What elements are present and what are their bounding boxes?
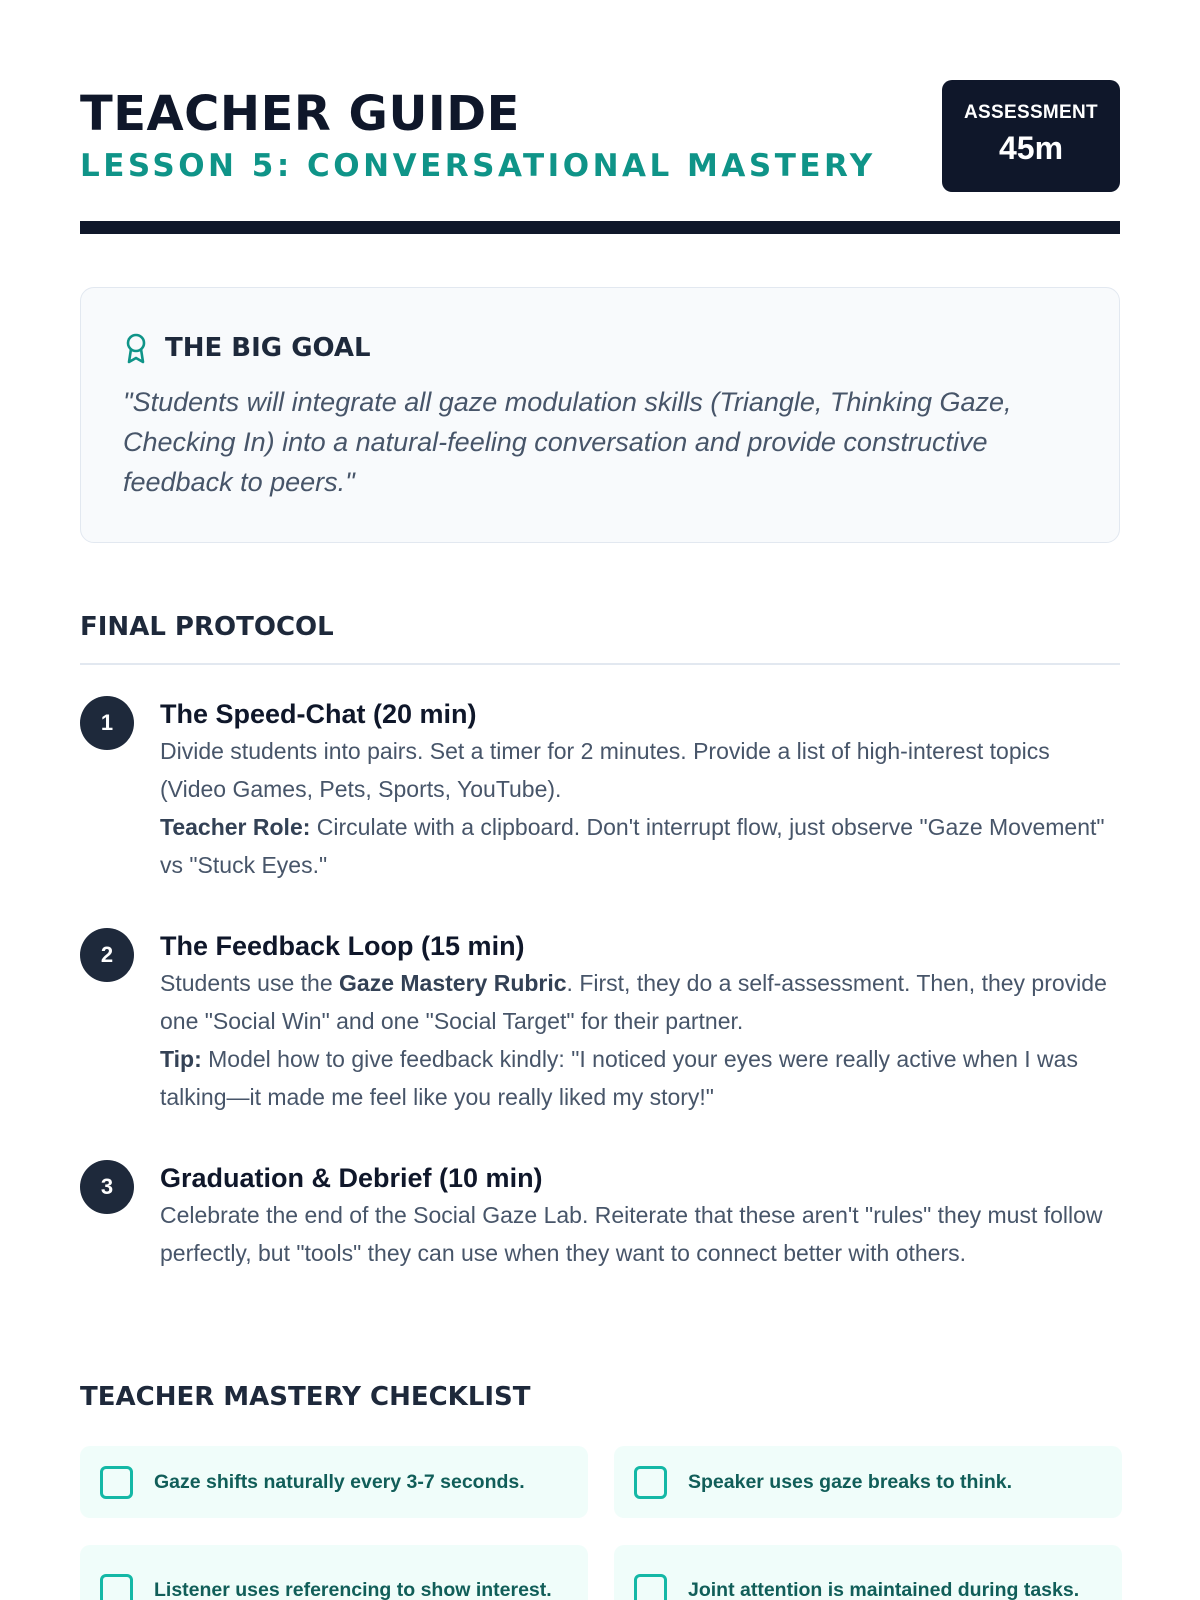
page-header	[80, 80, 1120, 234]
step-note	[160, 808, 1120, 884]
step-note-label: Tip:	[160, 1046, 202, 1072]
checklist-item[interactable]	[80, 1446, 588, 1518]
step-note	[160, 1040, 1120, 1116]
section-divider	[80, 663, 1120, 665]
step-number-badge: 1	[80, 696, 134, 750]
final-protocol-heading: FINAL PROTOCOL	[80, 612, 334, 642]
step-note-text: Circulate with a clipboard. Don't interrupt flow, just observe "Gaze Movement" vs "Stuck Eyes."	[160, 814, 1105, 878]
header-divider	[80, 221, 1120, 234]
step-number-badge: 3	[80, 1160, 134, 1214]
big-goal-heading	[123, 332, 371, 364]
step-content	[160, 696, 1120, 884]
checkbox[interactable]	[634, 1466, 667, 1499]
page-title: TEACHER GUIDE	[80, 86, 520, 142]
step-content	[160, 928, 1120, 1116]
checklist-item[interactable]	[80, 1545, 588, 1600]
step-title: The Speed-Chat (20 min)	[160, 699, 477, 729]
assessment-badge	[942, 80, 1120, 192]
step-title: Graduation & Debrief (10 min)	[160, 1163, 543, 1193]
badge-duration: 45m	[998, 130, 1064, 166]
big-goal-quote: "Students will integrate all gaze modulation skills (Triangle, Thinking Gaze, Checking In) into a natural-feeling conversation and provide constructive feedback to peers."	[123, 387, 1012, 497]
step-description	[160, 964, 1120, 1040]
checklist-item-label: Gaze shifts naturally every 3-7 seconds.	[154, 1471, 525, 1493]
award-ribbon-icon	[123, 332, 149, 364]
lesson-subtitle: LESSON 5: CONVERSATIONAL MASTERY	[80, 148, 876, 184]
step-note-label: Teacher Role:	[160, 814, 311, 840]
step-note-text: Model how to give feedback kindly: "I noticed your eyes were really active when I was talking—it made me feel like you really liked my story!"	[160, 1046, 1078, 1110]
step-text-after: . First, they do a self-assessment. Then, they provide one "Social Win" and one "Social Target" for their partner.	[160, 970, 1107, 1034]
checklist-item[interactable]	[614, 1545, 1122, 1600]
step-title: The Feedback Loop (15 min)	[160, 931, 525, 961]
step-description: Divide students into pairs. Set a timer for 2 minutes. Provide a list of high-interest topics (Video Games, Pets, Sports, YouTube).	[160, 738, 1050, 802]
step-description: Celebrate the end of the Social Gaze Lab. Reiterate that these aren't "rules" they must follow perfectly, but "tools" they can use when they want to connect better with others.	[160, 1202, 1103, 1266]
checklist-heading: TEACHER MASTERY CHECKLIST	[80, 1382, 531, 1412]
step-text-before: Students use the	[160, 970, 340, 996]
big-goal-card	[80, 287, 1120, 543]
checkbox[interactable]	[100, 1466, 133, 1499]
big-goal-title: THE BIG GOAL	[165, 333, 371, 363]
checklist-item-label: Speaker uses gaze breaks to think.	[688, 1471, 1013, 1493]
step-content	[160, 1160, 1120, 1272]
rubric-name: Gaze Mastery Rubric	[339, 970, 567, 996]
badge-label: ASSESSMENT	[964, 102, 1098, 123]
checklist-item-label: Listener uses referencing to show interest.	[154, 1579, 552, 1600]
checkbox[interactable]	[634, 1574, 667, 1600]
checklist-item-label: Joint attention is maintained during tasks.	[688, 1579, 1080, 1600]
checkbox[interactable]	[100, 1574, 133, 1600]
step-number-badge: 2	[80, 928, 134, 982]
checklist-item[interactable]	[614, 1446, 1122, 1518]
